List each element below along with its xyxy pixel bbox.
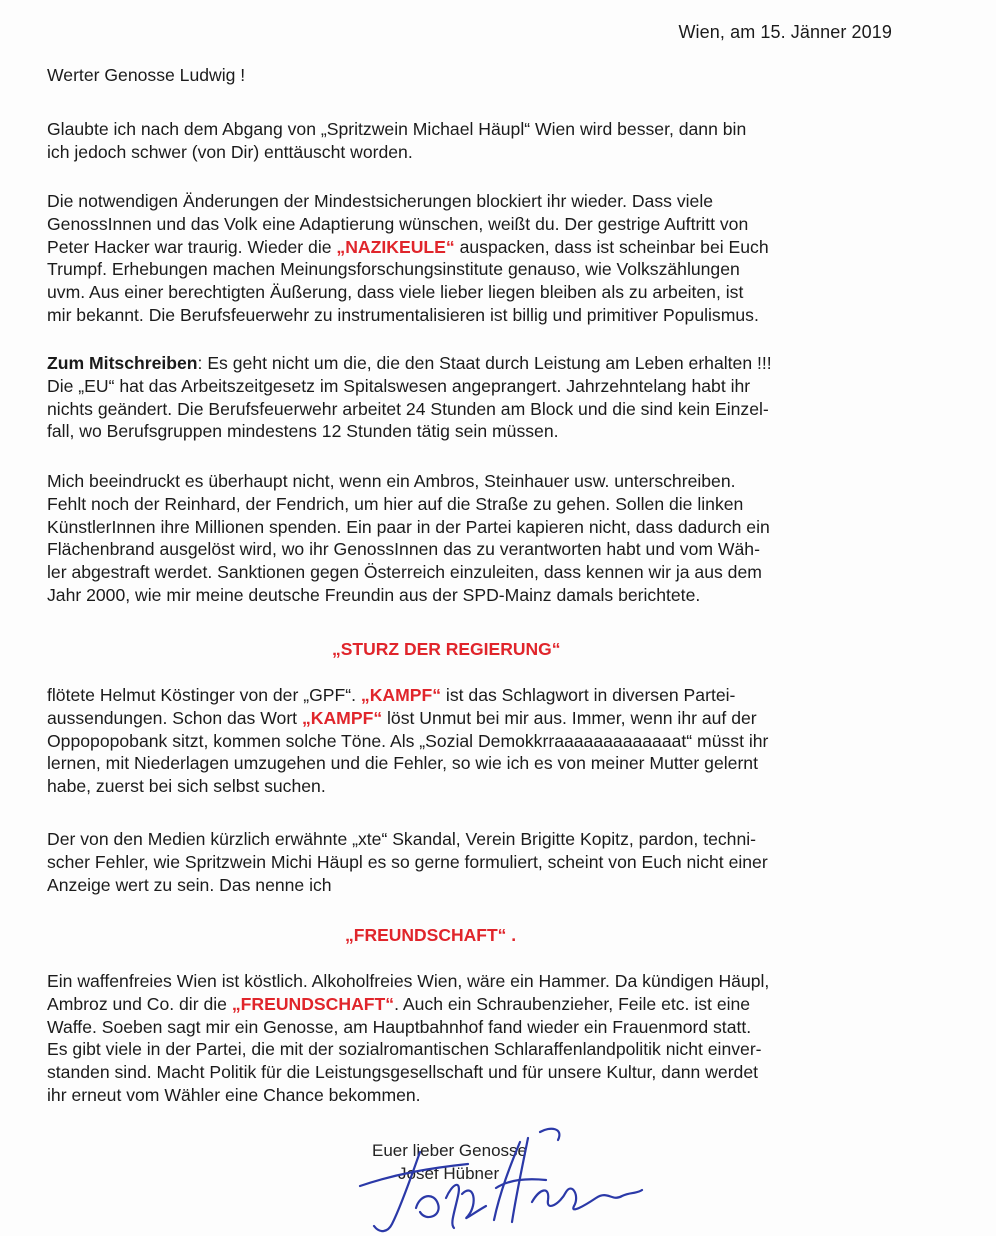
paragraph-line: scher Fehler, wie Spritzwein Michi Häupl es so gerne formuliert, scheint von Euch nicht einer bbox=[47, 851, 768, 872]
text-fragment: flötete Helmut Köstinger von der „GPF“. bbox=[47, 685, 361, 705]
text-fragment: Ambroz und Co. dir die bbox=[47, 993, 232, 1014]
paragraph-line bbox=[47, 684, 907, 707]
heading-sturz-der-regierung: „STURZ DER REGIERUNG“ bbox=[332, 639, 561, 659]
text-fragment: auspacken, dass ist scheinbar bei Euch bbox=[454, 236, 769, 257]
paragraph-line: mir bekannt. Die Berufsfeuerwehr zu instrumentalisieren ist billig und primitiver Populismus. bbox=[47, 304, 759, 325]
highlight-kampf: „KAMPF“ bbox=[360, 685, 442, 705]
salutation-line: Werter Genosse Ludwig ! bbox=[47, 65, 246, 85]
highlight-kampf: „KAMPF“ bbox=[301, 707, 383, 728]
paragraph-4 bbox=[47, 470, 907, 607]
closing-greeting: Euer lieber Genosse bbox=[372, 1141, 527, 1160]
text-fragment: aussendungen. Schon das Wort bbox=[47, 707, 302, 728]
paragraph-line: Mich beeindruckt es überhaupt nicht, wenn ein Ambros, Steinhauer usw. unterschreiben. bbox=[47, 471, 736, 491]
text-fragment: . Auch ein Schraubenzieher, Feile etc. ist eine bbox=[394, 993, 751, 1014]
paragraph-line bbox=[47, 352, 907, 375]
closing-name: Josef Hübner bbox=[398, 1164, 500, 1183]
paragraph-line: nichts geändert. Die Berufsfeuerwehr arbeitet 24 Stunden am Block und die sind kein Einzel- bbox=[47, 398, 769, 419]
paragraph-line: Ein waffenfreies Wien ist köstlich. Alkoholfreies Wien, wäre ein Hammer. Da kündigen Häupl, bbox=[47, 971, 770, 991]
heading-freundschaft: „FREUNDSCHAFT“ . bbox=[345, 925, 517, 945]
paragraph-line: lernen, mit Niederlagen umzugehen und die Fehler, so wie ich es von meiner Mutter gelernt bbox=[47, 753, 758, 774]
paragraph-line: Oppopopobank sitzt, kommen solche Töne. Als „Sozial Demokkrraaaaaaaaaaaaat“ müsst ihr bbox=[47, 730, 769, 751]
paragraph-line: GenossInnen und das Volk eine Adaptierung wünschen, weißt du. Der gestrige Auftritt von bbox=[47, 213, 749, 234]
paragraph-line: Die „EU“ hat das Arbeitszeitgesetz im Spitalswesen angeprangert. Jahrzehntelang habt ihr bbox=[47, 375, 751, 396]
text-fragment: : Es geht nicht um die, die den Staat durch Leistung am Leben erhalten !!! bbox=[197, 353, 772, 373]
paragraph-line: Glaubte ich nach dem Abgang von „Spritzwein Michael Häupl“ Wien wird besser, dann bin bbox=[47, 119, 747, 139]
paragraph-line: Es gibt viele in der Partei, die mit der sozialromantischen Schlaraffenlandpolitik nicht einver- bbox=[47, 1039, 762, 1060]
paragraph-1 bbox=[47, 118, 907, 164]
salutation bbox=[47, 64, 907, 87]
paragraph-line bbox=[47, 236, 907, 259]
highlight-nazikeule: „NAZIKEULE“ bbox=[336, 236, 455, 257]
paragraph-line: Flächenbrand ausgelöst wird, wo ihr GenossInnen das zu verantworten habt und vom Wäh- bbox=[47, 539, 760, 560]
paragraph-line: Der von den Medien kürzlich erwähnte „xte“ Skandal, Verein Brigitte Kopitz, pardon, techni- bbox=[47, 829, 757, 849]
paragraph-line bbox=[47, 993, 907, 1016]
paragraph-line: ich jedoch schwer (von Dir) enttäuscht worden. bbox=[47, 141, 413, 162]
paragraph-line: Waffe. Soeben sagt mir ein Genosse, am Hauptbahnhof fand wieder ein Frauenmord statt. bbox=[47, 1016, 752, 1037]
paragraph-line bbox=[47, 707, 907, 730]
paragraph-5 bbox=[47, 684, 907, 798]
text-fragment: löst Unmut bei mir aus. Immer, wenn ihr auf der bbox=[382, 707, 757, 728]
paragraph-line: Anzeige wert zu sein. Das nenne ich bbox=[47, 874, 332, 895]
paragraph-line: Fehlt noch der Reinhard, der Fendrich, um hier auf die Straße zu gehen. Sollen die linken bbox=[47, 493, 744, 514]
text-fragment: Peter Hacker war traurig. Wieder die bbox=[47, 236, 337, 257]
paragraph-line: Jahr 2000, wie mir meine deutsche Freundin aus der SPD-Mainz damals berichtete. bbox=[47, 584, 701, 605]
paragraph-line: KünstlerInnen ihre Millionen spenden. Ein paar in der Partei kapieren nicht, dass dadurch ein bbox=[47, 516, 770, 537]
paragraph-6 bbox=[47, 828, 907, 896]
paragraph-line: Die notwendigen Änderungen der Mindestsicherungen blockiert ihr wieder. Dass viele bbox=[47, 191, 714, 211]
paragraph-line: standen sind. Macht Politik für die Leistungsgesellschaft und für unsere Kultur, dann werdet bbox=[47, 1062, 759, 1083]
paragraph-line: fall, wo Berufsgruppen mindestens 12 Stunden tätig sein müssen. bbox=[47, 421, 559, 442]
highlight-freundschaft: „FREUNDSCHAFT“ bbox=[231, 993, 395, 1014]
letter-date: Wien, am 15. Jänner 2019 bbox=[678, 22, 892, 42]
paragraph-3 bbox=[47, 352, 907, 443]
paragraph-7 bbox=[47, 970, 907, 1107]
paragraph-line: ler abgestraft werdet. Sanktionen gegen Österreich einzuleiten, dass kennen wir ja aus dem bbox=[47, 562, 762, 583]
paragraph-line: uvm. Aus einer berechtigten Äußerung, dass viele lieber liegen bleiben als zu arbeiten, ist bbox=[47, 282, 744, 303]
paragraph-2 bbox=[47, 190, 907, 327]
paragraph-line: habe, zuerst bei sich selbst suchen. bbox=[47, 776, 326, 797]
paragraph-line: Trumpf. Erhebungen machen Meinungsforschungsinstitute genauso, wie Volkszählungen bbox=[47, 259, 740, 280]
paragraph-line: ihr erneut vom Wähler eine Chance bekommen. bbox=[47, 1084, 421, 1105]
bold-lead: Zum Mitschreiben bbox=[47, 353, 198, 373]
text-fragment: ist das Schlagwort in diversen Partei- bbox=[441, 685, 736, 705]
signature-icon bbox=[350, 1112, 650, 1236]
